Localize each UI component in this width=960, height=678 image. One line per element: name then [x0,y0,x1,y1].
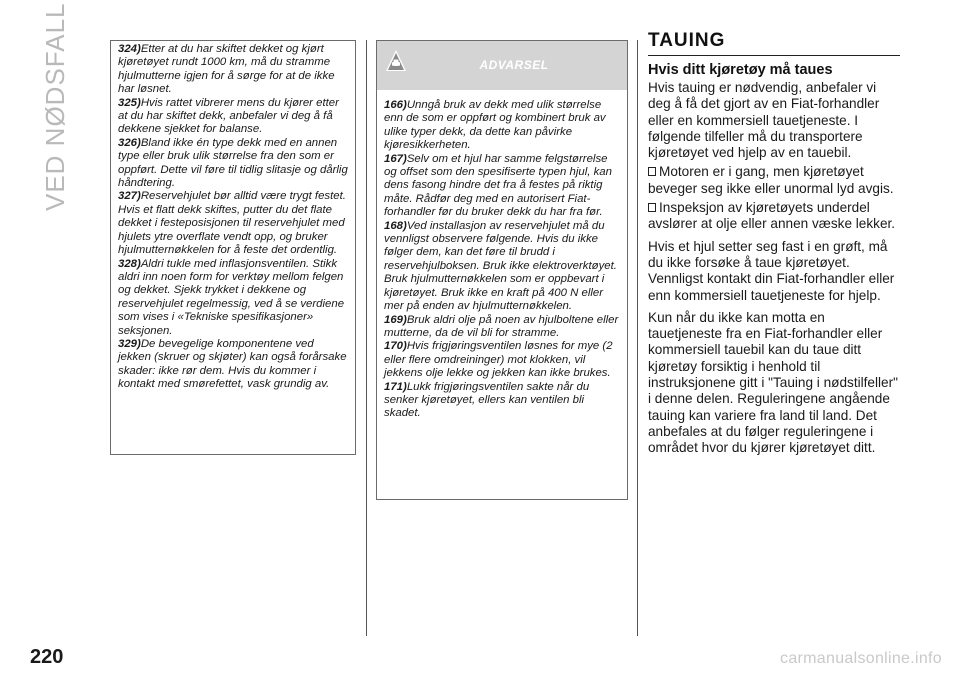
note-item: 324)Etter at du har skiftet dekket og kjørt kjøretøyet rundt 1000 km, må du stramme hjulmutterne igjen for å sørge for at de ikke har løsnet. [118,43,335,96]
note-item: 325)Hvis rattet vibrerer mens du kjører etter at du har skiftet dekk, anbefaler vi deg å få dekkene sjekket for balanse. [118,96,339,136]
warning-body [377,90,627,425]
page-number: 220 [30,646,64,668]
column-divider [637,40,638,636]
warning-item: 167)Selv om et hjul har samme felgstørrelse og offset som den spesifiserte typen hjul, kan dens fasong hindre det fra å festes på riktig måte. Rådfør deg med en autorisert Fiat-forhandler før du bruker dekk du har fra før. [384,152,612,219]
warning-header [377,41,627,90]
checkbox-bullet-icon [648,167,656,176]
section-heading: TAUING [648,30,900,56]
warning-title: ADVARSEL [479,58,549,72]
intro-paragraph: Hvis tauing er nødvendig, anbefaler vi deg å få det gjort av en Fiat-forhandler eller en kommersiell tauetjeneste. I følgende tilfeller må du transportere kjøretøyet ved hjelp av en tauebil. [648,80,880,161]
note-item: 329)De bevegelige komponentene ved jekken (skruer og skjøter) kan også forårsake skader: ikke rør dem. Hvis du kommer i kontakt med smørefettet, vask grundig av. [118,337,347,391]
column-divider [366,40,367,636]
paragraph: Kun når du ikke kan motta en tauetjeneste fra en Fiat-forhandler eller kommersiell tauebil kan du taue ditt kjøretøy forsiktig i henhold til instruksjonene gitt i "Tauing i nødstilfeller" i denne delen. Reguleringene angående tauing kan variere fra land til land. Det anbefales at du følger reguleringene i området hvor du kjører kjøretøyet ditt. [648,309,898,456]
note-item: 326)Bland ikke én type dekk med en annen type eller bruk ulik størrelse fra den som er oppført. Dette vil føre til tidlig slitasje og dårlig håndtering. [118,136,348,190]
bullet-item: Motoren er i gang, men kjøretøyet beveger seg ikke eller unormal lyd avgis. [648,164,894,196]
watermark: carmanualsonline.info [780,650,942,667]
warning-item: 170)Hvis frigjøringsventilen løsnes for mye (2 eller flere omdreininger) mot klokken, vil jekkens olje lekke og jekken kan ikke brukes. [384,340,613,380]
warning-item: 168)Ved installasjon av reservehjulet må du vennligst observere følgende. Hvis du ikke følger dem, kan det føre til brudd i reservehjulboksen. Bruk ikke elektroverktøyet. Bruk hjulmutternøkkelen som er oppbevart i kjøretøyet. Bruk ikke en kraft på 400 N eller mer på enden av hjulmutternøkkelen. [384,219,617,313]
notes-box-left [110,40,356,455]
warning-item: 166)Unngå bruk av dekk med ulik størrelse enn de som er oppført og kombinert bruk av ulike typer dekk, da dette kan påvirke kjøresikkerheten. [384,99,606,152]
warning-item: 171)Lukk frigjøringsventilen sakte når du senker kjøretøyet, ellers kan ventilen bli skadet. [384,380,590,420]
warning-box [376,40,628,500]
paragraph: Hvis et hjul setter seg fast i en grøft, må du ikke forsøke å taue kjøretøyet. Vennligst kontakt din Fiat-forhandler eller enn kommersiell tauetjeneste for hjelp. [648,238,895,303]
bullet-item: Inspeksjon av kjøretøyets underdel avslører at olje eller annen væske lekker. [648,200,896,232]
warning-item: 169)Bruk aldri olje på noen av hjulboltene eller mutterne, da de vil bli for stramme. [384,313,619,339]
subsection-heading: Hvis ditt kjøretøy må taues [648,62,833,78]
section-side-title: VED NØDSFALL [40,2,70,211]
towing-section [648,30,900,457]
note-item: 327)Reservehjulet bør alltid være trygt festet. Hvis et flatt dekk skiftes, putter du det flate dekket i festeposisjonen til reservehjulet med hjulets ytre overflate vendt opp, og bruker hjulmutternøkkelen for å feste det ordentlig. [118,190,346,257]
checkbox-bullet-icon [648,203,656,212]
note-item: 328)Aldri tukle med inflasjonsventilen. Stikk aldri inn noen form for verktøy mellom felgen og dekket. Sjekk trykket i dekkene og reservehjulet regelmessig, ved å se verdiene som vises i «Tekniske spesifikasjoner» seksjonen. [118,257,345,337]
